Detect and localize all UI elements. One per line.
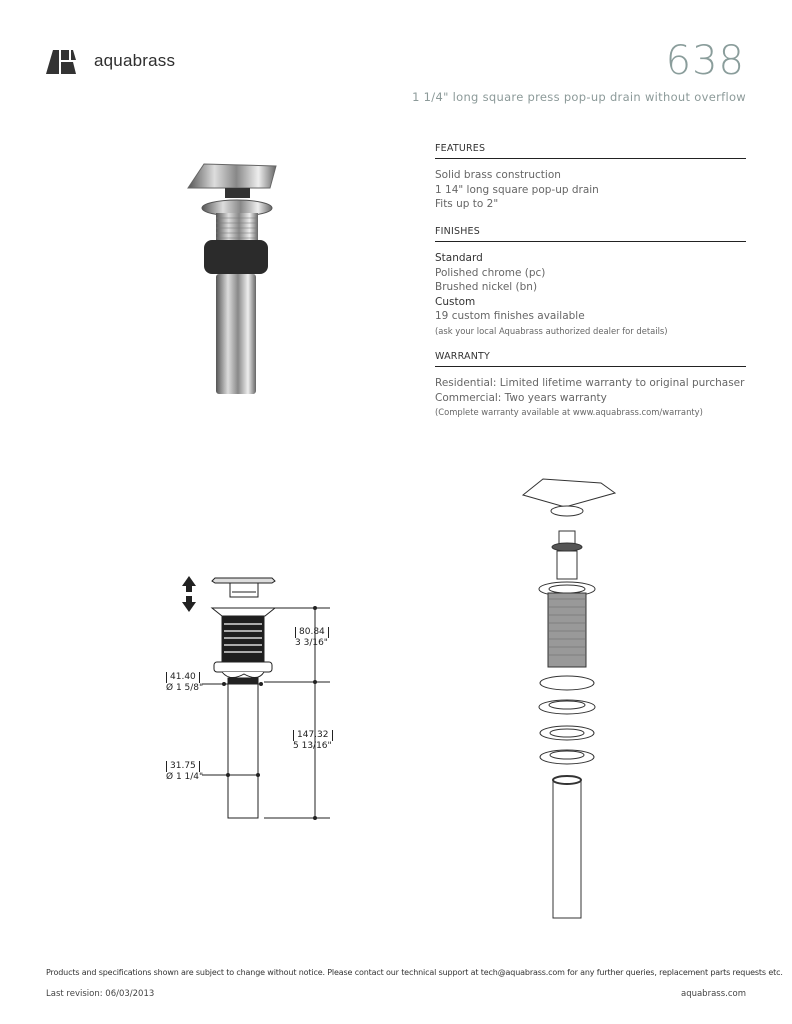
features-section bbox=[435, 143, 746, 212]
footer-disclaimer: Products and specifications shown are subject to change without notice. Please contact our technical support at tech@aquabrass.com for any further queries, replacement parts requests etc. bbox=[46, 968, 783, 977]
warranty-section bbox=[435, 351, 746, 420]
dim-tail-length: 147.32 5 13/16" bbox=[293, 730, 332, 751]
dim-height-top: 80.84 3 3/16" bbox=[295, 627, 328, 648]
dim-tail-dia: 31.75 Ø 1 1/4" bbox=[166, 761, 204, 782]
warranty-item: Residential: Limited lifetime warranty to original purchaser bbox=[435, 377, 745, 389]
feature-item: Solid brass construction bbox=[435, 169, 561, 181]
finishes-section bbox=[435, 226, 746, 338]
product-photo bbox=[180, 158, 290, 398]
custom-label: Custom bbox=[435, 295, 476, 308]
brand-logo bbox=[46, 48, 175, 74]
exploded-view-drawing bbox=[515, 475, 635, 925]
features-heading: FEATURES bbox=[435, 143, 746, 159]
footer-revision: Last revision: 06/03/2013 bbox=[46, 989, 155, 999]
finishes-note: (ask your local Aquabrass authorized dealer for details) bbox=[435, 325, 668, 336]
dimension-drawing bbox=[160, 570, 340, 830]
footer-website-link[interactable]: aquabrass.com bbox=[680, 989, 746, 999]
finish-item: Polished chrome (pc) bbox=[435, 266, 546, 279]
warranty-note: (Complete warranty available at www.aquabrass.com/warranty) bbox=[435, 407, 703, 417]
finish-item: Brushed nickel (bn) bbox=[435, 281, 538, 293]
model-number: 638 bbox=[665, 38, 745, 84]
product-subtitle: 1 1/4" long square press pop-up drain without overflow bbox=[412, 90, 746, 104]
finishes-heading: FINISHES bbox=[435, 226, 746, 242]
brand-name: aquabrass bbox=[94, 51, 176, 70]
warranty-item: Commercial: Two years warranty bbox=[435, 391, 607, 404]
aquabrass-logo-icon bbox=[46, 48, 88, 74]
feature-item: 1 14" long square pop-up drain bbox=[435, 183, 599, 196]
dim-flange-dia: 41.40 Ø 1 5/8" bbox=[166, 672, 204, 693]
feature-item: Fits up to 2" bbox=[435, 198, 499, 210]
warranty-heading: WARRANTY bbox=[435, 351, 746, 367]
finish-item: 19 custom finishes available bbox=[435, 310, 585, 322]
standard-label: Standard bbox=[435, 252, 483, 264]
up-down-arrow-icon bbox=[182, 576, 196, 612]
